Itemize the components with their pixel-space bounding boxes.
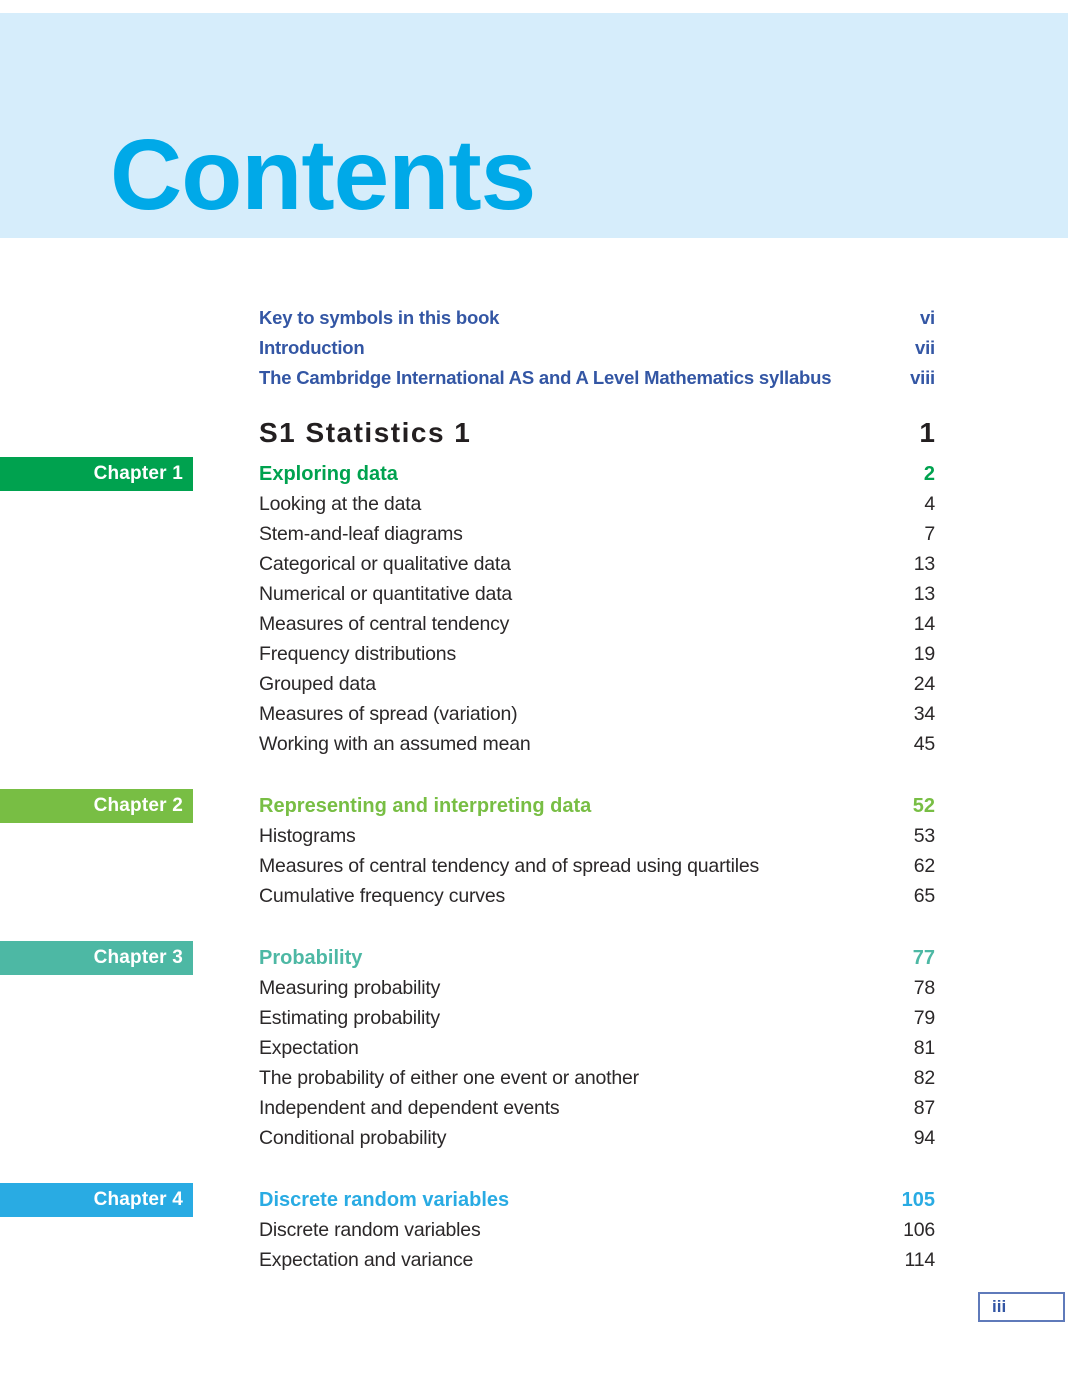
toc-entry-page-number: 13: [913, 583, 935, 605]
toc-entry-label: Measures of spread (variation): [259, 703, 518, 725]
chapter-title: Representing and interpreting data: [259, 795, 592, 817]
chapter-page-number: 2: [923, 463, 935, 485]
toc-entry-page-number: 7: [924, 523, 935, 545]
toc-entry: [259, 1123, 935, 1153]
toc-entry-page-number: 34: [913, 703, 935, 725]
chapter-heading-row: [93, 943, 935, 973]
chapter-section-2: [93, 791, 935, 911]
chapter-page-number: 52: [912, 795, 935, 817]
folio-label: iii: [992, 1297, 1007, 1316]
toc-entry: [259, 1245, 935, 1275]
front-matter-label: The Cambridge International AS and A Level Mathematics syllabus: [259, 367, 832, 388]
toc-entry: [259, 1033, 935, 1063]
chapter-heading-row: [93, 459, 935, 489]
part-heading-row: [259, 415, 935, 451]
part-page-number: 1: [919, 417, 935, 448]
chapter-heading-row: [93, 791, 935, 821]
toc-entry-page-number: 78: [913, 977, 935, 999]
toc-entry-page-number: 62: [913, 855, 935, 877]
front-matter-page-number: vi: [919, 307, 935, 328]
toc-entry-page-number: 114: [904, 1249, 935, 1271]
toc-entry-page-number: 14: [913, 613, 935, 635]
toc-entry-label: Cumulative frequency curves: [259, 885, 506, 907]
toc-entry-label: Categorical or qualitative data: [259, 553, 511, 575]
toc-entry-label: Independent and dependent events: [259, 1097, 560, 1119]
toc-entry-label: The probability of either one event or another: [259, 1067, 639, 1089]
chapter-section-1: [93, 459, 935, 759]
toc-entry-label: Histograms: [259, 825, 356, 847]
front-matter-page-number: vii: [915, 337, 935, 358]
toc-entry-label: Numerical or quantitative data: [259, 583, 513, 605]
chapter-title: Probability: [259, 947, 363, 969]
toc-entry-label: Stem-and-leaf diagrams: [259, 523, 463, 545]
toc-entry-page-number: 65: [913, 885, 935, 907]
toc-entry-label: Discrete random variables: [259, 1219, 481, 1241]
toc-entry: [259, 821, 935, 851]
toc-entry: [259, 1003, 935, 1033]
toc-entry-page-number: 81: [913, 1037, 935, 1059]
toc-entry: [259, 851, 935, 881]
toc-entry: [259, 669, 935, 699]
toc-entry-page-number: 13: [913, 553, 935, 575]
page-title: Contents: [110, 119, 536, 231]
toc-entry-page-number: 82: [913, 1067, 935, 1089]
toc-entry-label: Estimating probability: [259, 1007, 440, 1029]
toc-entry: [259, 1093, 935, 1123]
toc-entry: [259, 973, 935, 1003]
part-title: S1 Statistics 1: [259, 417, 472, 448]
toc-entry-label: Expectation: [259, 1037, 359, 1059]
toc-entry: [259, 609, 935, 639]
toc-entry-page-number: 53: [913, 825, 935, 847]
toc-entry: [259, 729, 935, 759]
toc-entry: [259, 549, 935, 579]
toc-entry-label: Working with an assumed mean: [259, 733, 531, 755]
chapter-title: Discrete random variables: [259, 1189, 510, 1211]
front-matter-row: [259, 303, 935, 333]
toc-entry: [259, 489, 935, 519]
chapter-heading-row: [93, 1185, 935, 1215]
toc-entry-label: Measuring probability: [259, 977, 441, 999]
chapter-tab: Chapter 4: [0, 1183, 193, 1217]
toc-entry: [259, 1215, 935, 1245]
banner: [0, 13, 1068, 238]
toc-entry-label: Grouped data: [259, 673, 376, 695]
front-matter-row: [259, 333, 935, 363]
toc-entry-label: Looking at the data: [259, 493, 422, 515]
toc-entry: [259, 519, 935, 549]
toc-entry: [259, 699, 935, 729]
toc-entry: [259, 881, 935, 911]
toc-entry-page-number: 87: [913, 1097, 935, 1119]
front-matter-page-number: viii: [910, 367, 935, 388]
toc-entry: [259, 639, 935, 669]
chapter-tab: Chapter 2: [0, 789, 193, 823]
chapter-page-number: 77: [912, 947, 935, 969]
front-matter-row: [259, 363, 935, 393]
toc-entry-label: Measures of central tendency and of spread using quartiles: [259, 855, 760, 877]
toc-entry-page-number: 79: [913, 1007, 935, 1029]
front-matter-label: Key to symbols in this book: [259, 307, 500, 328]
toc-entry-label: Measures of central tendency: [259, 613, 510, 635]
chapter-page-number: 105: [901, 1189, 935, 1211]
chapter-tab: Chapter 3: [0, 941, 193, 975]
chapter-title: Exploring data: [259, 463, 398, 485]
toc-entry: [259, 1063, 935, 1093]
chapter-section-3: [93, 943, 935, 1153]
toc-entry-page-number: 94: [913, 1127, 935, 1149]
toc-entry-label: Conditional probability: [259, 1127, 447, 1149]
toc-entry-page-number: 45: [913, 733, 935, 755]
toc: [93, 303, 935, 1275]
toc-entry-page-number: 106: [903, 1219, 935, 1241]
front-matter-list: [259, 303, 935, 393]
toc-entry: [259, 579, 935, 609]
folio-box: [978, 1292, 1065, 1322]
chapter-section-4: [93, 1185, 935, 1275]
front-matter-label: Introduction: [259, 337, 365, 358]
toc-entry-label: Frequency distributions: [259, 643, 456, 665]
chapter-tab: Chapter 1: [0, 457, 193, 491]
toc-entry-page-number: 4: [924, 493, 935, 515]
toc-entry-page-number: 19: [913, 643, 935, 665]
toc-entry-label: Expectation and variance: [259, 1249, 474, 1271]
toc-entry-page-number: 24: [913, 673, 935, 695]
chapter-sections: [93, 459, 935, 1275]
